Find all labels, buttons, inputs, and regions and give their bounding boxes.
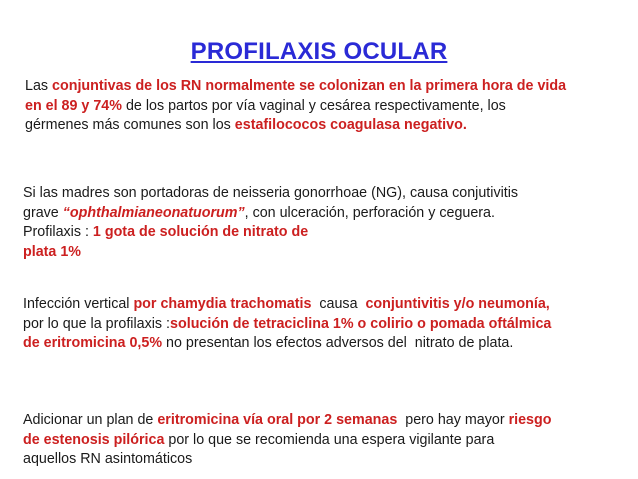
highlight-text: conjuntivas de los RN normalmente se colonizan en la primera hora de vida [52, 78, 567, 94]
text-line: Si las madres son portadoras de neisseria gonorrhoae (NG), causa conjutivitis [23, 185, 519, 201]
highlight-text: “ophthalmianeonatuorum” [62, 204, 245, 221]
highlight-text: estafilococos coagulasa negativo. [234, 117, 467, 133]
text-span: de los partos por vía vaginal y cesárea respectivamente, los [121, 97, 506, 114]
text-span: grave [23, 204, 63, 221]
paragraph-erythromycin [23, 411, 623, 470]
paragraph-colonization [25, 77, 620, 136]
text-span: por lo que la profilaxis : [23, 315, 171, 332]
highlight-text: en el 89 y 74% [25, 97, 122, 114]
text-span: Las [25, 78, 53, 94]
highlight-text: de estenosis pilórica [23, 431, 165, 448]
highlight-text: plata 1% [23, 243, 82, 260]
text-line [23, 223, 623, 243]
text-span: , con ulceración, perforación y ceguera. [244, 204, 495, 221]
highlight-text: por chamydia trachomatis [133, 296, 312, 312]
text-line [23, 295, 623, 315]
highlight-text: eritromicina vía oral por 2 semanas [157, 412, 398, 428]
text-line [23, 431, 623, 451]
highlight-text: riesgo [508, 412, 552, 428]
text-line [23, 411, 623, 431]
text-span: Infección vertical [23, 296, 134, 312]
text-span: por lo que se recomienda una espera vigilante para [164, 431, 495, 448]
highlight-text: 1 gota de solución de nitrato de [92, 224, 309, 240]
highlight-text: conjuntivitis y/o neumonía, [365, 296, 550, 312]
text-line [23, 204, 623, 224]
text-span: Profilaxis : [23, 224, 93, 240]
text-line [25, 77, 620, 97]
paragraph-gonorrhoae [23, 184, 623, 262]
text-span: no presentan los efectos adversos del nitrato de plata. [162, 335, 514, 351]
highlight-text: de eritromicina 0,5% [23, 335, 163, 351]
paragraph-chlamydia [23, 295, 623, 354]
text-span: gérmenes más comunes son los [25, 117, 235, 133]
text-span: Adicionar un plan de [23, 412, 158, 428]
text-line [23, 334, 623, 354]
text-span: causa [311, 296, 366, 312]
text-span: pero hay mayor [397, 412, 509, 428]
text-line [23, 315, 623, 335]
highlight-text: solución de tetraciclina 1% o colirio o pomada oftálmica [170, 315, 552, 332]
page-title: PROFILAXIS OCULAR [190, 38, 448, 65]
text-line [25, 116, 620, 136]
text-line: aquellos RN asintomáticos [23, 451, 193, 467]
text-line [25, 97, 620, 117]
